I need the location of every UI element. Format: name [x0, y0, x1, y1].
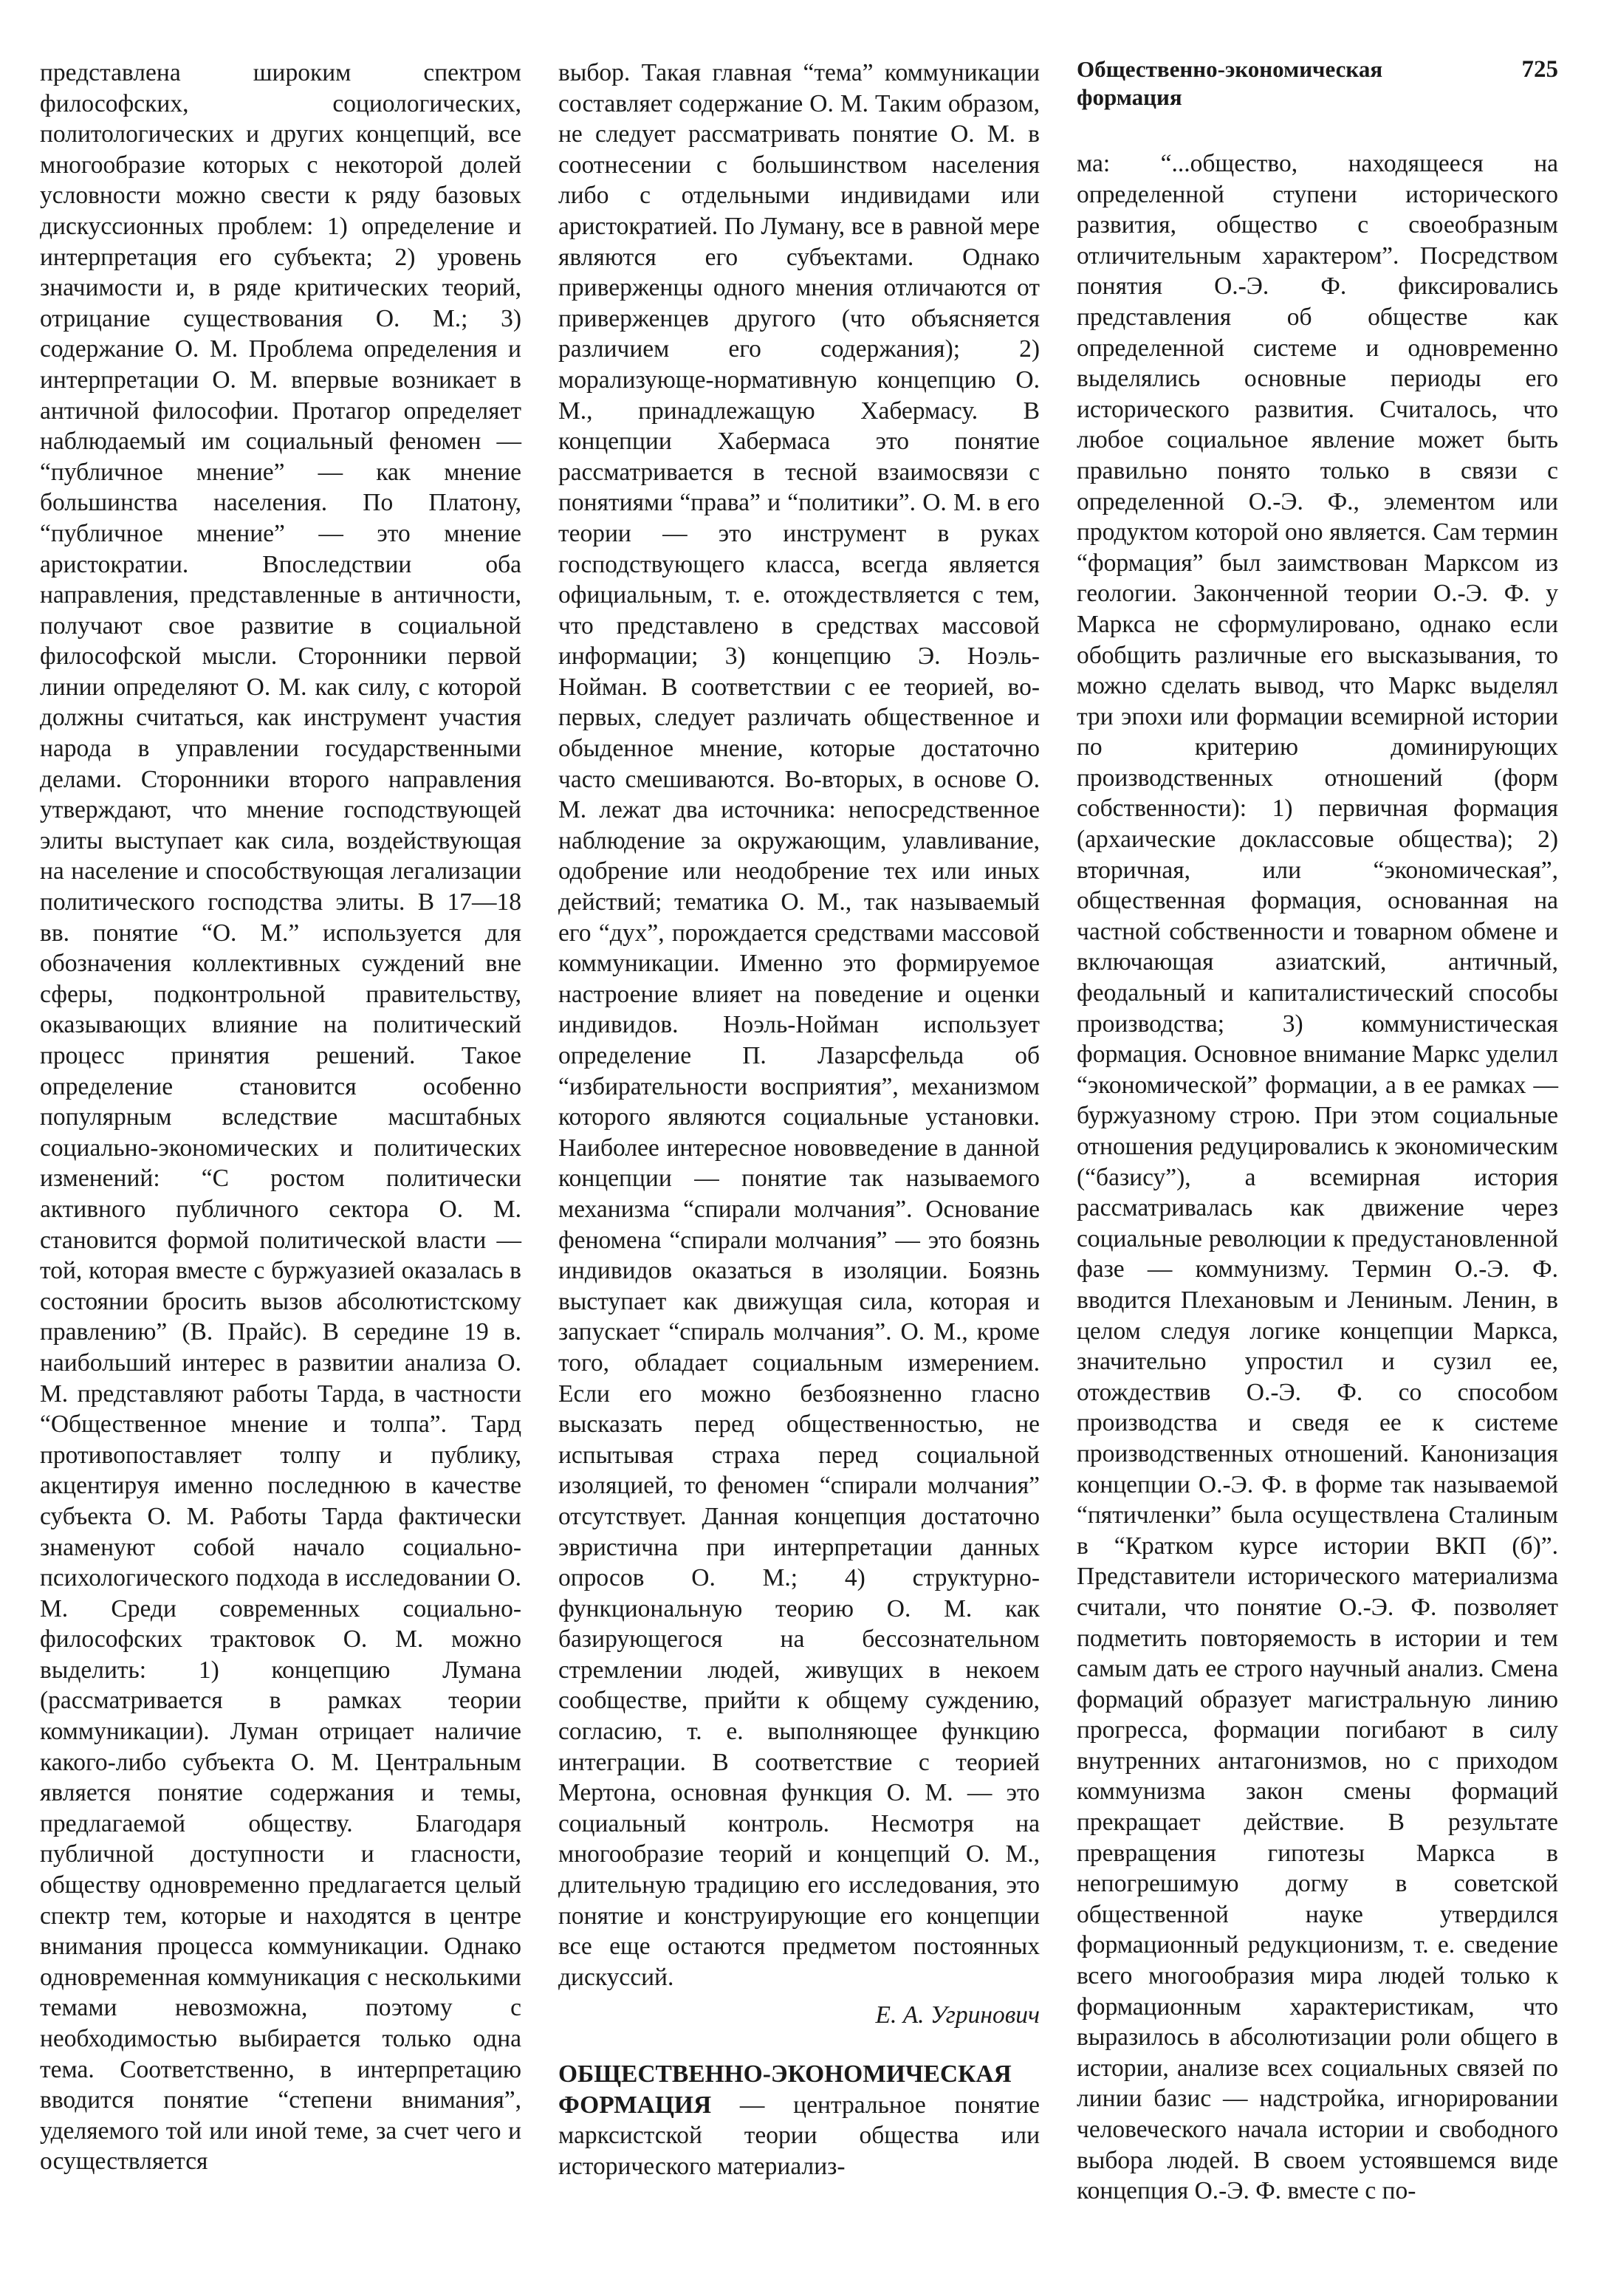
page-number: 725: [1521, 56, 1558, 83]
entry-headword: ОБЩЕСТВЕННО-ЭКОНОМИЧЕСКАЯ ФОРМАЦИЯ: [558, 2060, 1012, 2119]
column-right: [1077, 58, 1558, 2266]
article-author-signature: Е. А. Угринович: [875, 2001, 1040, 2029]
entry-start: [558, 2059, 1040, 2182]
running-title: Общественно-экономическая формация: [1077, 56, 1383, 110]
column-left: [40, 58, 521, 2266]
article-text-continuation: представлена широким спектром философских, социологических, политологических и других концепций, все многообразие которых с некоторой долей условности можно свести к ряду базовых дискуссионных проблем: 1) определение и интерпретация его субъекта; 2) уровень значимости и, в ряде критических теорий, отрицание существования О. М.; 3) содержание О. М. Проблема определения и интерпретации О. М. впервые возникает в античной философии. Протагор определяет наблюдаемый им социальный феномен — “публичное мнение” — как мнение большинства населения. По Платону, “публичное мнение” — это мнение аристократии. Впоследствии оба направления, представленные в античности, получают свое развитие в социальной философской мысли. Сторонники первой линии определяют О. М. как силу, с которой должны считаться, как инструмент участия народа в управлении государственными делами. Сторонники второго направления утверждают, что мнение господствующей элиты выступает как сила, воздействующая на население и способствующая легализации политического господства элиты. В 17—18 вв. понятие “О. М.” используется для обозначения коллективных суждений вне сферы, подконтрольной правительству, оказывающих влияние на политический процесс принятия решений. Такое определение становится особенно популярным вследствие масштабных социально-экономических и политических изменений: “С ростом политически активного публичного сектора О. М. становится формой политической власти — той, которая вместе с буржуазией оказалась в состоянии бросить вызов абсолютистскому правлению” (В. Прайс). В середине 19 в. наибольший интерес в развитии анализа О. М. представляют работы Тарда, в частности “Общественное мнение и толпа”. Тард противопоставляет толпу и публику, акцентируя именно последнюю в качестве субъекта О. М. Работы Тарда фактически знаменуют собой начало социально-психологического подхода в исследовании О. М. Среди современных социально-философских трактовок О. М. можно выделить: 1) концепцию Лумана (рассматривается в рамках теории коммуникации). Луман отрицает наличие какого-либо субъекта О. М. Центральным является понятие содержания и темы, предлагаемой обществу. Благодаря публичной доступности и гласности, обществу одновременно предлагается целый спектр тем, которые и находятся в центре внимания процесса коммуникации. Однако одновременная коммуникация с несколькими темами невозможна, поэтому с необходимостью выбирается только одна тема. Соответственно, в интерпретацию вводится понятие “степени внимания”, уделяемого той или иной теме, за счет чего и осуществляется: [40, 59, 521, 2176]
column-middle: [558, 58, 1040, 2266]
running-header: [1077, 55, 1558, 112]
entry-definition-start: — центральное понятие марксистской теории общества или исторического материализ-: [558, 2091, 1040, 2180]
article-text-continuation: выбор. Такая главная “тема” коммуникации составляет содержание О. М. Таким образом, не следует рассматривать понятие О. М. в соотнесении с большинством населения либо с отдельными индивидами или аристократией. По Луману, все в равной мере являются его субъектами. Однако приверженцы одного мнения отличаются от приверженцев другого (что объясняется различием его содержания); 2) морализующе-нормативную концепцию О. М., принадлежащую Хабермасу. В концепции Хабермаса это понятие рассматривается в тесной взаимосвязи с понятиями “права” и “политики”. О. М. в его теории — это инструмент в руках господствующего класса, всегда является официальным, т. е. отождествляется с тем, что представлено в средствах массовой информации; 3) концепцию Э. Ноэль-Нойман. В соответствии с ее теорией, во-первых, следует различать общественное и обыденное мнение, которые достаточно часто смешиваются. Во-вторых, в основе О. М. лежат два источника: непосредственное наблюдение за окружающим, улавливание, одобрение или неодобрение тех или иных действий; тематика О. М., так называемый его “дух”, порождается средствами массовой коммуникации. Именно это формируемое настроение влияет на поведение и оценки индивидов. Ноэль-Нойман использует определение П. Лазарсфельда об “избирательности восприятия”, механизмом которого являются социальные установки. Наиболее интересное нововведение в данной концепции — понятие так называемого механизма “спирали молчания”. Основание феномена “спирали молчания” — это боязнь индивидов оказаться в изоляции. Боязнь выступает как движущая сила, которая и запускает “спираль молчания”. О. М., кроме того, обладает социальным измерением. Если его можно безбоязненно гласно высказать перед общественностью, не испытывая страха перед социальной изоляцией, то феномен “спирали молчания” отсутствует. Данная концепция достаточно эвристична при интерпретации данных опросов О. М.; 4) структурно-функциональную теорию О. М. как базирующегося на бессознательном стремлении людей, живущих в некоем сообществе, прийти к общему суждению, согласию, т. е. выполняющее функцию интеграции. В соответствие с теорией Мертона, основная функция О. М. — это социальный контроль. Несмотря на многообразие теорий и концепций О. М., длительную традицию его исследования, это понятие и конструирующие его концепции все еще остаются предметом постоянных дискуссий.: [558, 59, 1040, 1991]
entry-text-continuation: ма: “...общество, находящееся на определенной ступени исторического развития, общество с своеобразным отличительным характером”. Посредством понятия О.-Э. Ф. фиксировались представления об обществе как определенной системе и одновременно выделялись основные периоды его исторического развития. Считалось, что любое социальное явление может быть правильно понято только в связи с определенной О.-Э. Ф., элементом или продуктом которой оно является. Сам термин “формация” был заимствован Марксом из геологии. Законченной теории О.-Э. Ф. у Маркса не сформулировано, однако если обобщить различные его высказывания, то можно сделать вывод, что Маркс выделял три эпохи или формации всемирной истории по критерию доминирующих производственных отношений (форм собственности): 1) первичная формация (архаические доклассовые общества); 2) вторичная, или “экономическая”, общественная формация, основанная на частной собственности и товарном обмене и включающая азиатский, античный, феодальный и капиталистический способы производства; 3) коммунистическая формация. Основное внимание Маркс уделил “экономической” формации, а в ее рамках — буржуазному строю. При этом социальные отношения редуцировались к экономическим (“базису”), а всемирная история рассматривалась как движение через социальные революции к предустановленной фазе — коммунизму. Термин О.-Э. Ф. вводится Плехановым и Лениным. Ленин, в целом следуя логике концепции Маркса, значительно упростил и сузил ее, отождествив О.-Э. Ф. со способом производства и сведя ее к системе производственных отношений. Канонизация концепции О.-Э. Ф. в форме так называемой “пятичленки” была осуществлена Сталиным в “Кратком курсе истории ВКП (б)”. Представители исторического материализма считали, что понятие О.-Э. Ф. позволяет подметить повторяемость в истории и тем самым дать ее строго научный анализ. Смена формаций образует магистральную линию прогресса, формации погибают в силу внутренних антагонизмов, но с приходом коммунизма закон смены формаций прекращает действие. В результате превращения гипотезы Маркса в непогрешимую догму в советской общественной науке утвердился формационный редукционизм, т. е. сведение всего многообразия мира людей только к формационным характеристикам, что выразилось в абсолютизации роли общего в истории, анализе всех социальных связей по линии базис — надстройка, игнорировании человеческого начала истории и свободного выбора людей. В своем устоявшемся виде концепция О.-Э. Ф. вместе с по-: [1077, 150, 1558, 2205]
